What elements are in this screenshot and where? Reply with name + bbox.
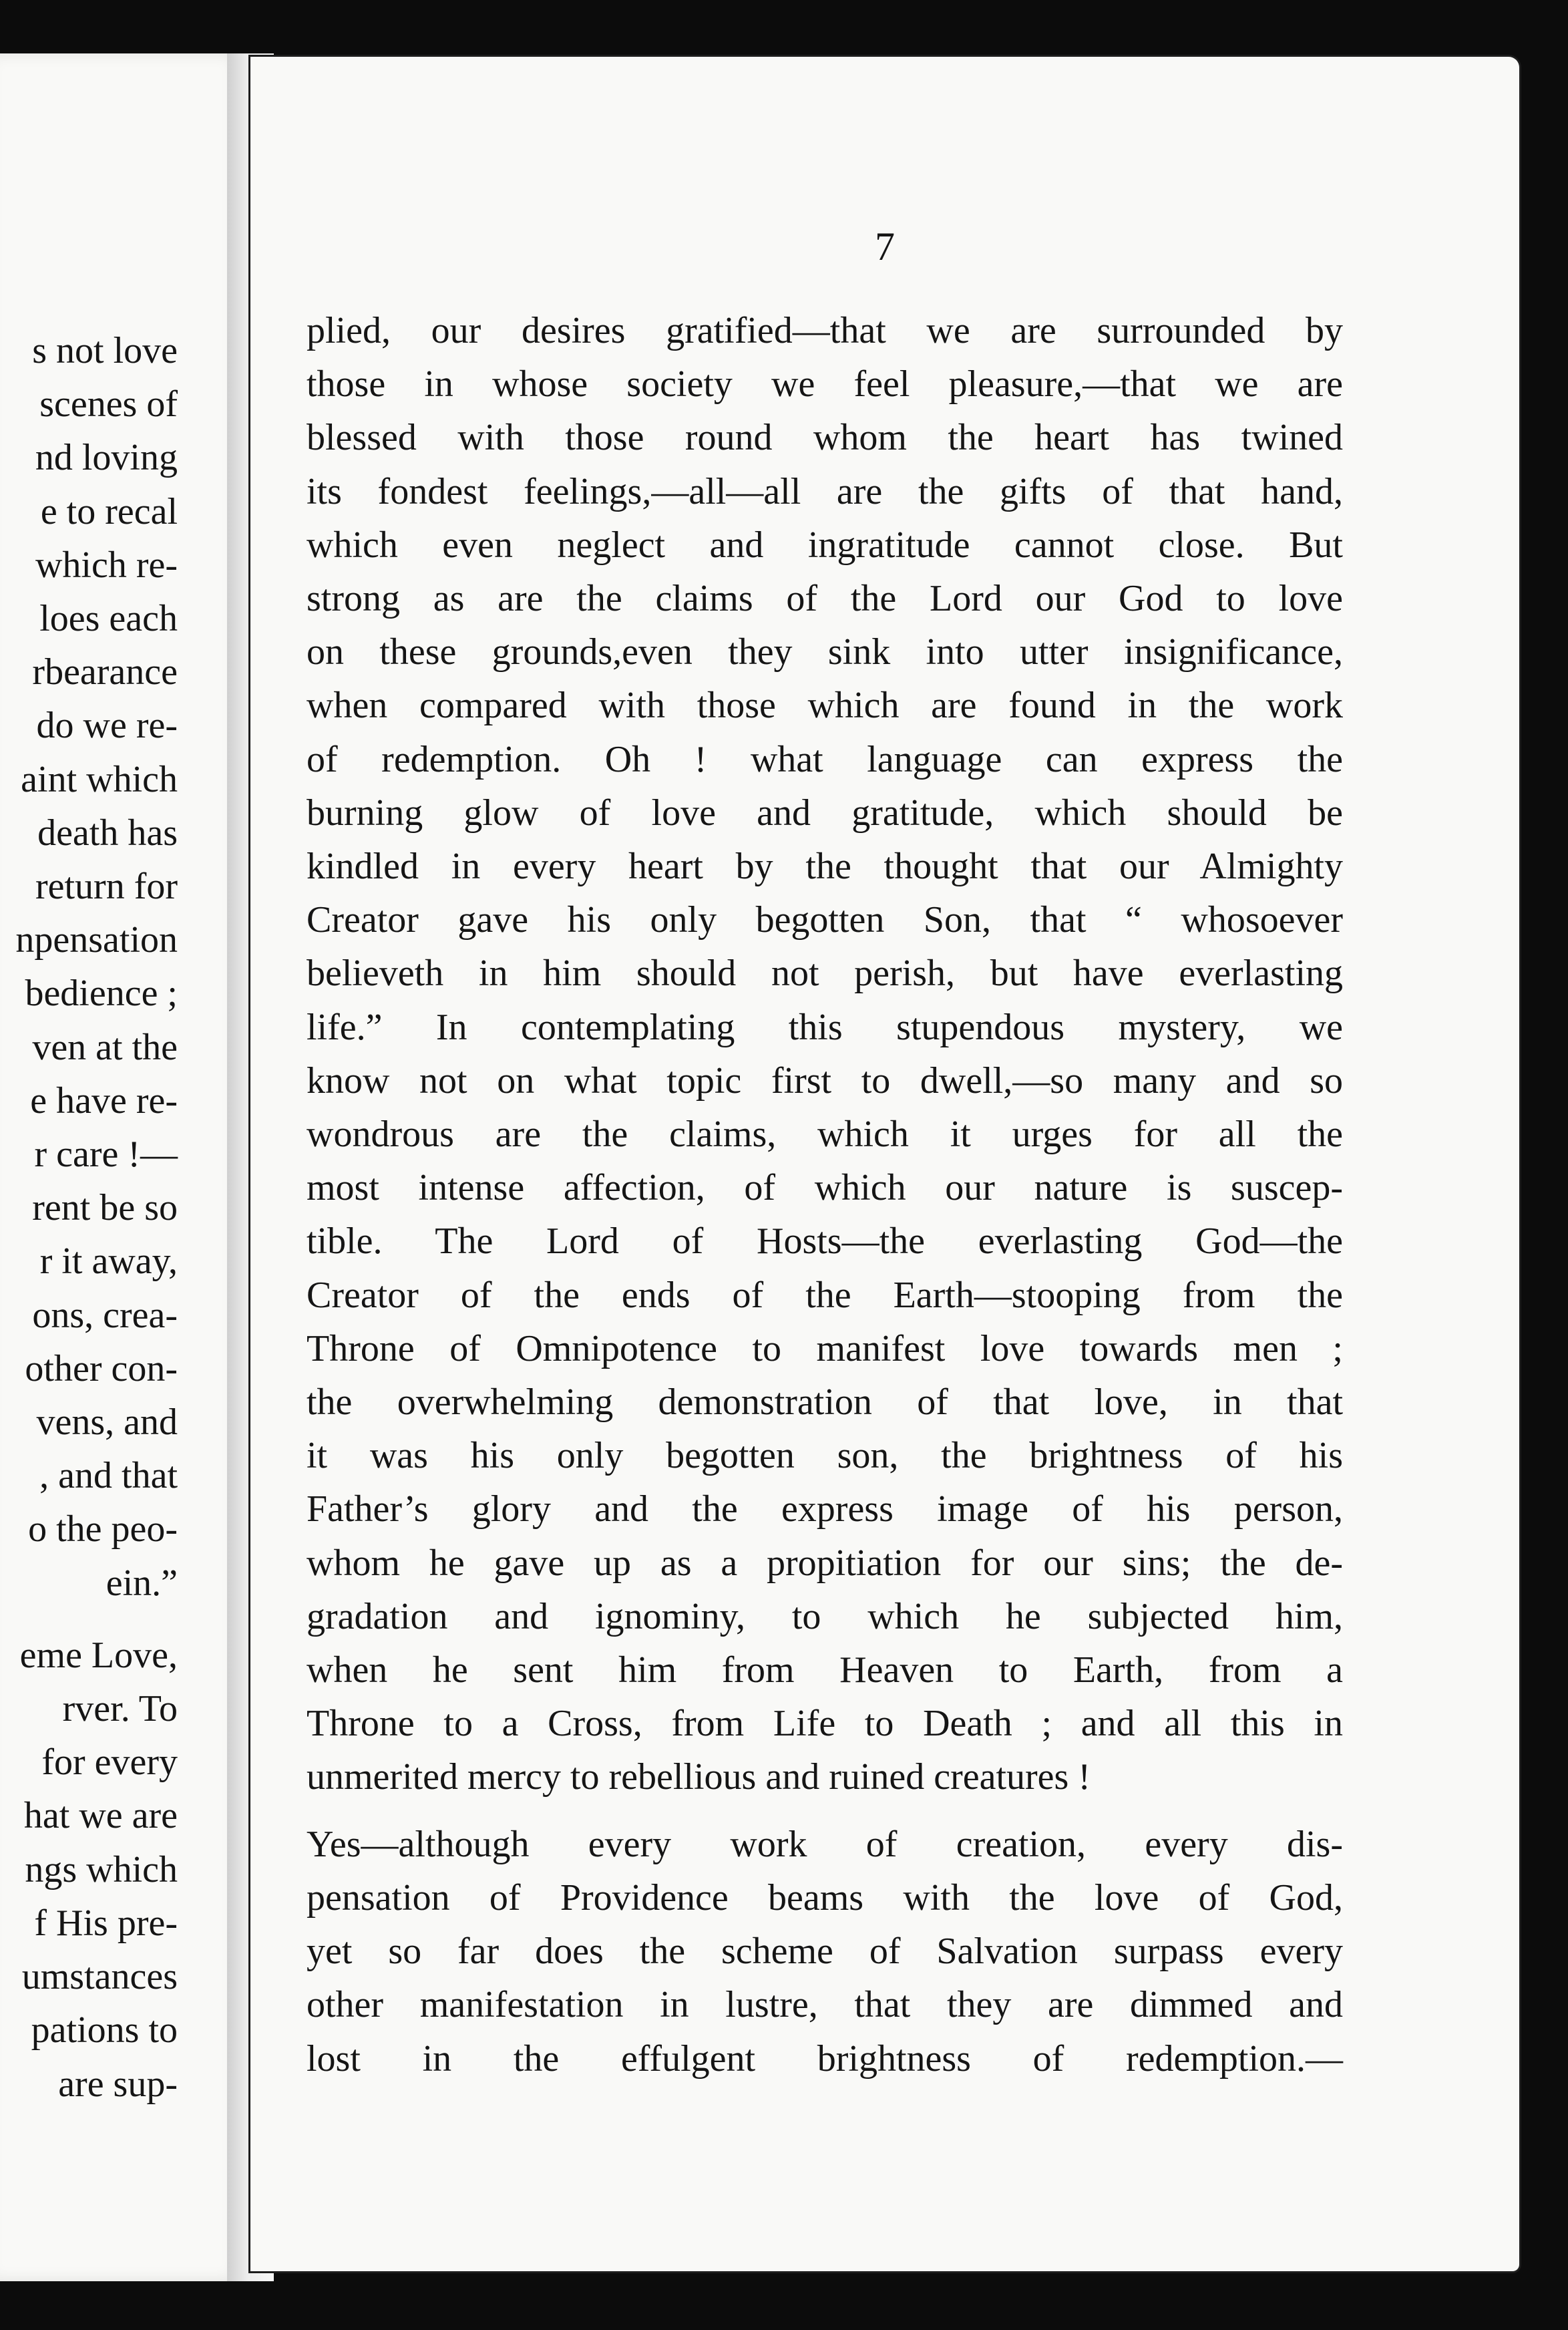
text-line: which even neglect and ingratitude cannot close. But <box>307 524 1343 566</box>
left-line: o the peo- <box>28 1508 178 1550</box>
left-page-text <box>15 324 178 2111</box>
text-line: Yes—although every work of creation, every dis- <box>307 1823 1343 1865</box>
left-line: nd loving <box>35 437 178 479</box>
left-line: bedience ; <box>25 973 178 1015</box>
text-line: whom he gave up as a propitiation for our sins; the de- <box>307 1542 1343 1584</box>
left-line: other con- <box>25 1347 178 1389</box>
left-line: do we re- <box>36 705 178 747</box>
left-line: e to recal <box>40 490 178 532</box>
text-line: when compared with those which are found in the work <box>307 685 1343 727</box>
left-line: for every <box>41 1741 178 1784</box>
left-line: f His pre- <box>34 1902 178 1944</box>
text-line: blessed with those round whom the heart has twined <box>307 417 1343 459</box>
text-line: Creator gave his only begotten Son, that “ whosoever <box>307 899 1343 941</box>
text-line: Creator of the ends of the Earth—stooping from the <box>307 1274 1343 1316</box>
left-line: e have re- <box>30 1079 178 1122</box>
text-line: burning glow of love and gratitude, which should be <box>307 792 1343 834</box>
text-line: believeth in him should not perish, but have everlasting <box>307 953 1343 995</box>
left-line: r care !— <box>34 1134 178 1176</box>
left-line: s not love <box>32 330 178 371</box>
text-line: Father’s glory and the express image of his person, <box>307 1488 1343 1530</box>
text-line: Throne of Omnipotence to manifest love towards men ; <box>307 1327 1343 1369</box>
left-line: rbearance <box>32 651 178 693</box>
left-line: loes each <box>39 598 178 640</box>
text-line: when he sent him from Heaven to Earth, from a <box>307 1649 1343 1691</box>
left-line: ein.” <box>106 1562 178 1604</box>
text-line: on these grounds,even they sink into utter insignificance, <box>307 631 1343 673</box>
left-line: hat we are <box>23 1795 178 1837</box>
left-line: ons, crea- <box>32 1294 178 1336</box>
paragraph <box>307 304 1343 1804</box>
left-line: vens, and <box>36 1401 178 1444</box>
text-line: wondrous are the claims, which it urges for all the <box>307 1114 1343 1156</box>
left-line: umstances <box>21 1956 178 1998</box>
left-line: which re- <box>35 544 178 586</box>
left-line: r it away, <box>39 1240 178 1283</box>
text-line: plied, our desires gratified—that we are surrounded by <box>307 310 1343 351</box>
text-line: it was his only begotten son, the brightness of his <box>307 1435 1343 1477</box>
text-line: most intense affection, of which our nature is suscep- <box>307 1167 1343 1209</box>
left-line: npensation <box>15 919 178 961</box>
text-line: other manifestation in lustre, that they are dimmed and <box>307 1984 1343 2026</box>
left-line: pations to <box>31 2009 178 2051</box>
left-line: rent be so <box>32 1187 178 1229</box>
page-number: 7 <box>875 224 895 269</box>
text-line: unmerited mercy to rebellious and ruined creatures ! <box>307 1756 1091 1798</box>
text-line: tible. The Lord of Hosts—the everlasting God—the <box>307 1220 1343 1263</box>
text-line: yet so far does the scheme of Salvation surpass every <box>307 1931 1343 1973</box>
text-line: gradation and ignominy, to which he subjected him, <box>307 1595 1343 1637</box>
left-line: ven at the <box>32 1026 178 1068</box>
left-line: aint which <box>21 758 178 800</box>
right-page <box>250 57 1519 2271</box>
left-page <box>0 53 251 2281</box>
left-line: are sup- <box>58 2063 178 2105</box>
text-line: lost in the effulgent brightness of redemption.— <box>307 2037 1343 2079</box>
body-text <box>307 304 1343 2086</box>
left-line: death has <box>37 812 178 854</box>
text-line: those in whose society we feel pleasure,—that we are <box>307 363 1343 405</box>
text-line: Throne to a Cross, from Life to Death ; and all this in <box>307 1703 1343 1745</box>
text-line: kindled in every heart by the thought that our Almighty <box>307 846 1343 888</box>
left-line: return for <box>35 866 178 908</box>
text-line: its fondest feelings,—all—all are the gifts of that hand, <box>307 470 1343 512</box>
left-line: eme Love, <box>19 1634 178 1676</box>
text-line: of redemption. Oh ! what language can express the <box>307 738 1343 780</box>
text-line: strong as are the claims of the Lord our God to love <box>307 578 1343 620</box>
left-line: scenes of <box>39 383 178 426</box>
text-line: pensation of Providence beams with the love of God, <box>307 1876 1343 1919</box>
left-line: rver. To <box>62 1688 178 1730</box>
text-line: the overwhelming demonstration of that love, in that <box>307 1381 1343 1424</box>
left-line: , and that <box>39 1455 178 1497</box>
text-line: know not on what topic first to dwell,—so many and so <box>307 1059 1343 1102</box>
paragraph <box>307 1818 1343 2086</box>
text-line: life.” In contemplating this stupendous mystery, we <box>307 1006 1343 1048</box>
left-line: ngs which <box>25 1848 178 1890</box>
